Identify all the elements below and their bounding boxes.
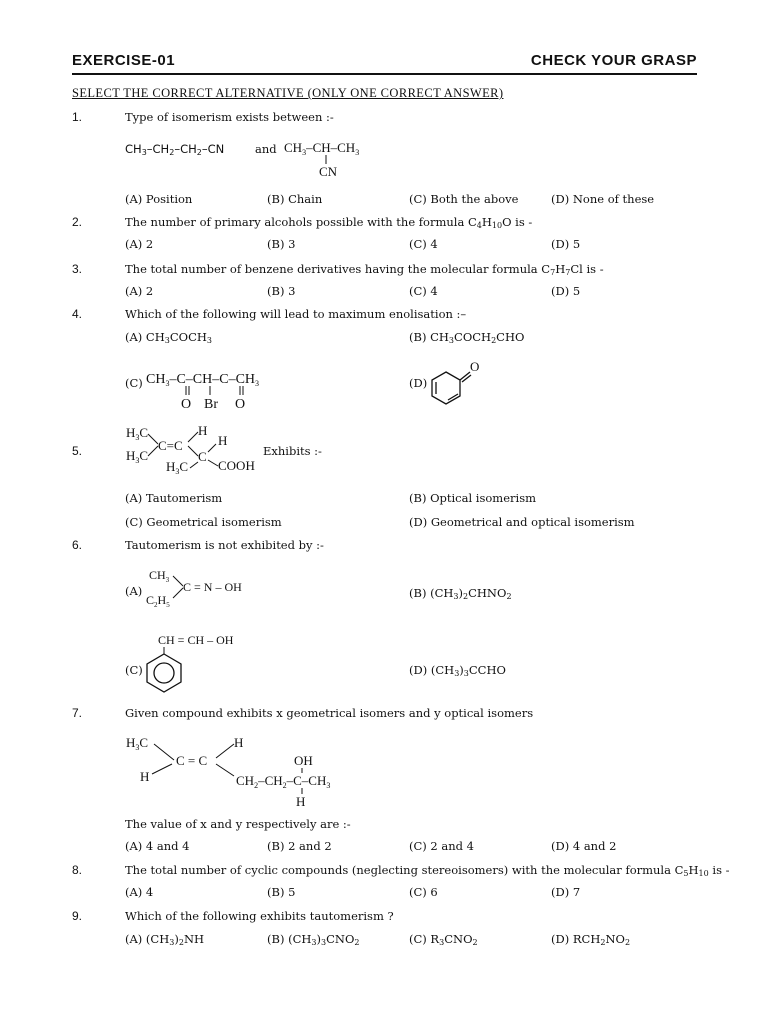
structure-q7 (126, 734, 346, 810)
question-text: Exhibits :- (263, 444, 322, 458)
question-text: Given compound exhibits x geometrical isomers and y optical isomers (125, 706, 534, 720)
svg-text:C=C: C=C (158, 438, 183, 453)
option-c[interactable]: (C) 6 (409, 885, 438, 899)
option-d[interactable]: (D) 4 and 2 (551, 839, 617, 853)
question-number: 2. (72, 215, 83, 229)
question-number: 1. (72, 110, 83, 124)
svg-text:CH2–CH2–C–CH3: $CH_2-CH_2-C-CH_3$ (236, 773, 331, 790)
structure-q5 (126, 424, 266, 474)
option-a[interactable]: (A) $(CH_3)_2NH$ (125, 932, 205, 947)
question-number: 7. (72, 706, 83, 720)
svg-text:H: H (234, 735, 244, 750)
option-b[interactable]: (B) $(CH_3)_3CNO_2$ (267, 932, 360, 947)
svg-text:CH3–CH–CH3: $CH_3-CH-CH_3$ (284, 140, 360, 157)
svg-text:O: O (470, 359, 480, 374)
option-c[interactable]: (C) 4 (409, 284, 438, 298)
option-a[interactable]: (A) Position (125, 192, 193, 206)
option-c[interactable]: (C) 4 (409, 237, 438, 251)
svg-text:H3C: $H_3C$ (126, 735, 149, 752)
svg-text:C2H5: $C_2H_5$ (146, 593, 170, 609)
option-a[interactable]: (A) 2 (125, 237, 154, 251)
option-d[interactable]: (D) 7 (551, 885, 581, 899)
option-a[interactable]: (A) 4 and 4 (125, 839, 190, 853)
question-text: Which of the following will lead to maximum enolisation :– (125, 307, 467, 321)
option-b[interactable]: (B) 3 (267, 237, 296, 251)
question-number: 9. (72, 909, 83, 923)
option-b[interactable]: (B) Optical isomerism (409, 491, 536, 505)
structure-q4-c (146, 366, 296, 412)
option-a[interactable]: (A) Tautomerism (125, 491, 223, 505)
option-d[interactable]: (D) 5 (551, 284, 581, 298)
question-number: 5. (72, 444, 83, 458)
question-text: Tautomerism is not exhibited by :- (125, 538, 324, 552)
svg-text:H: H (140, 769, 150, 784)
option-b[interactable]: (B) $(CH_3)_2CHNO_2$ (409, 586, 512, 601)
option-c[interactable]: (C) (125, 663, 143, 677)
option-c[interactable]: (C) (125, 376, 143, 390)
option-b[interactable]: (B) 5 (267, 885, 296, 899)
svg-text:C = C: C = C (176, 753, 208, 768)
option-d[interactable]: (D) $(CH_3)_3CCHO$ (409, 663, 506, 678)
option-b[interactable]: (B) Chain (267, 192, 323, 206)
option-a[interactable]: (A) (125, 584, 143, 598)
structure-q1-b (284, 138, 384, 178)
option-d[interactable]: (D) 5 (551, 237, 581, 251)
option-a[interactable]: (A) 4 (125, 885, 154, 899)
svg-text:H: H (218, 433, 228, 448)
question-text: The number of primary alcohols possible with the formula $C_4H_{10}O$ is - (125, 215, 533, 230)
svg-text:CH = CH – OH: CH = CH – OH (158, 633, 234, 647)
svg-text:O: O (181, 397, 192, 412)
option-d[interactable]: (D) $RCH_2NO_2$ (551, 932, 631, 947)
svg-text:C = N – OH: C = N – OH (183, 580, 242, 594)
question-text: Which of the following exhibits tautomerism ? (125, 909, 394, 923)
formula-q1-a: $CH_3-CH_2-CH_2-CN$ (125, 142, 225, 157)
option-d[interactable]: (D) (409, 376, 428, 390)
question-text: The total number of cyclic compounds (neglecting stereoisomers) with the molecular formula $C_5H_{10}$ is - (125, 863, 730, 878)
header-rule (72, 73, 697, 75)
question-text: The total number of benzene derivatives having the molecular formula $C_7H_7Cl$ is - (125, 262, 604, 277)
question-number: 4. (72, 307, 83, 321)
structure-q6-a (146, 566, 286, 612)
exercise-title: EXERCISE-01 (72, 52, 176, 69)
option-b[interactable]: (B) $CH_3COCH_2CHO$ (409, 330, 525, 345)
option-c[interactable]: (C) 2 and 4 (409, 839, 474, 853)
cyclohexadienone-structure (428, 360, 488, 410)
svg-text:O: O (235, 397, 246, 412)
question-number: 3. (72, 262, 83, 276)
option-c[interactable]: (C) Geometrical isomerism (125, 515, 282, 529)
option-d[interactable]: (D) None of these (551, 192, 655, 206)
option-a[interactable]: (A) 2 (125, 284, 154, 298)
option-d[interactable]: (D) Geometrical and optical isomerism (409, 515, 635, 529)
question-number: 8. (72, 863, 83, 877)
option-b[interactable]: (B) 3 (267, 284, 296, 298)
structure-q6-c (146, 630, 266, 692)
check-your-grasp-title: CHECK YOUR GRASP (530, 52, 697, 69)
svg-text:H: H (198, 423, 208, 438)
svg-text:OH: OH (294, 753, 313, 768)
svg-text:CH3–C–CH–C–CH3: $CH_3-C-CH-C-CH_3$ (146, 372, 260, 388)
option-c[interactable]: (C) $R_3CNO_2$ (409, 932, 478, 947)
option-c[interactable]: (C) Both the above (409, 192, 519, 206)
section-title: SELECT THE CORRECT ALTERNATIVE (ONLY ONE CORRECT ANSWER) (72, 86, 504, 100)
svg-text:Br: Br (204, 397, 218, 412)
svg-text:H3C: $H_3C$ (166, 459, 189, 476)
svg-text:H: H (296, 794, 306, 809)
svg-text:CN: CN (319, 164, 338, 179)
question-number: 6. (72, 538, 83, 552)
svg-text:H3C: $H_3C$ (126, 448, 149, 465)
option-b[interactable]: (B) 2 and 2 (267, 839, 332, 853)
question-subtext: The value of x and y respectively are :- (125, 817, 351, 831)
svg-text:C: C (198, 449, 207, 464)
svg-text:CH3: $CH_3$ (149, 568, 170, 584)
and-text: and (255, 142, 277, 156)
question-text: Type of isomerism exists between :- (125, 110, 334, 124)
svg-text:H3C: $H_3C$ (126, 425, 149, 442)
svg-text:COOH: COOH (218, 458, 255, 473)
option-a[interactable]: (A) $CH_3COCH_3$ (125, 330, 213, 345)
